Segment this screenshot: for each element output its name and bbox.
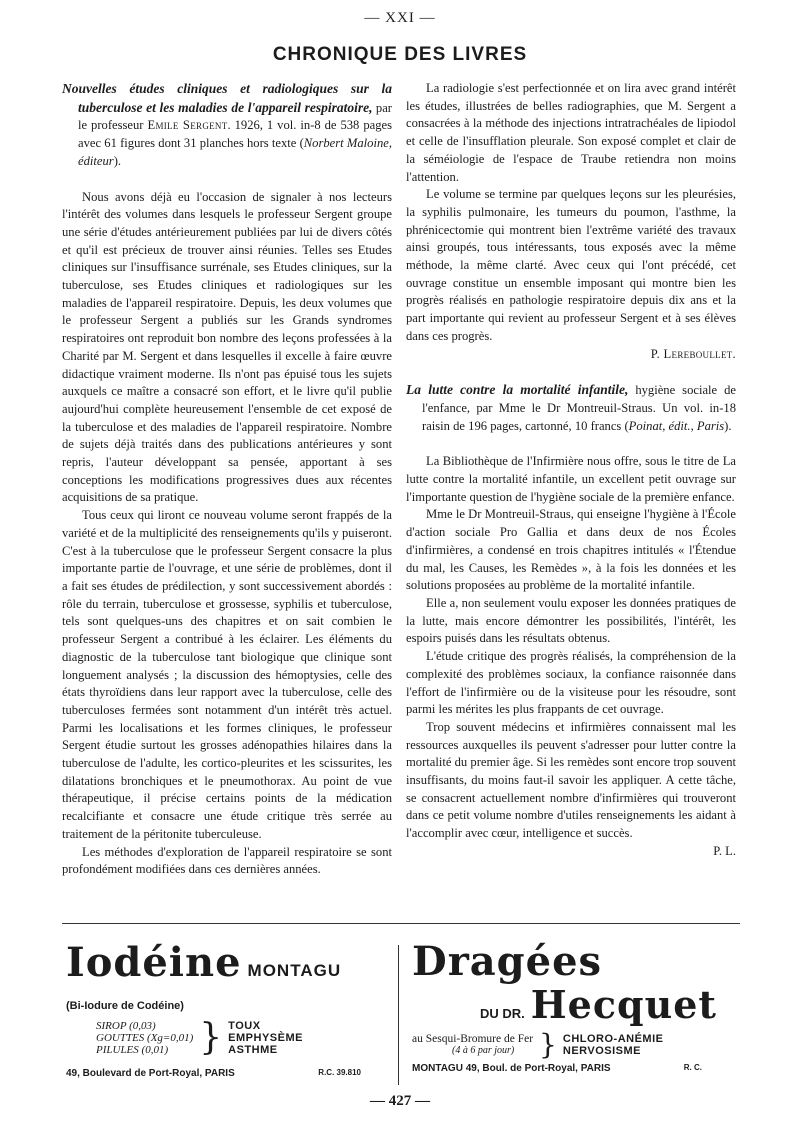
ad-brand: Iodéine MONTAGU xyxy=(66,939,342,986)
review-paragraph: Elle a, non seulement voulu exposer les données pratiques de la lutte, mais encore démontrer les possibilités, l'intérêt, les espoirs puisés dans les résultats obtenus. xyxy=(406,595,736,646)
ad-divider-rule xyxy=(62,923,740,924)
review-signature: P. L. xyxy=(713,843,736,858)
ad-brand-name: DU DR. Hecquet xyxy=(480,982,717,1027)
ad-address: MONTAGU 49, Boul. de Port-Royal, PARIS R. C. xyxy=(412,1063,702,1074)
advertisement-iodeine xyxy=(66,940,391,1079)
review-signature: P. Lereboullet. xyxy=(650,346,736,361)
ad-formula: au Sesqui-Bromure de Fer (4 à 6 par jour) } CHLORO-ANÉMIE NERVOSISME xyxy=(412,1028,664,1061)
right-column xyxy=(406,80,736,861)
advertisement-dragees xyxy=(412,940,742,1074)
ad-indications: TOUX EMPHYSÈME ASTHME xyxy=(228,1020,303,1056)
brace-glyph: } xyxy=(199,1017,223,1058)
ad-subtitle: (Bi-Iodure de Codéine) xyxy=(66,1000,184,1012)
review-paragraph: La radiologie s'est perfectionnée et on lira avec grand intérêt les études, illustrées de belles radiographies, que M. Sergent a consacrées à la méthode des injections intratrachéales de lipiodol et celle de l'insufflation pleurale. Son exposé complet et clair de la séméiologie de l'espace de Traube retiendra non moins l'attention. xyxy=(406,81,736,184)
book-publisher: Norbert Maloine, éditeur xyxy=(78,136,393,168)
review-paragraph: Trop souvent médecins et infirmières connaissent mal les ressources auxquelles ils peuvent s'adresser pour lutter contre la mortalité du premier âge. Si les remèdes sont encore trop souvent insuffisants, du moins faut-il savoir les appliquer. A cette tâche, se consacrent actuellement nombre d'infirmières qui trouveront dans ce petit volume nombre d'utiles renseignements les aidant à l'accomplir avec cœur, intelligence et succès. xyxy=(406,719,736,841)
ad-formula xyxy=(66,1017,391,1058)
ad-indications: CHLORO-ANÉMIE NERVOSISME xyxy=(562,1033,664,1057)
book-entry-2: La lutte contre la mortalité infantile, hygiène sociale de l'enfance, par Mme le Dr Montreuil-Straus. Un vol. in-18 raisin de 196 pages, cartonné, 10 francs (Poinat, édit., Paris). xyxy=(406,382,736,433)
ad-forms-list: SIROP (0,03) GOUTTES (Xg=0,01) PILULES (0,01) xyxy=(96,1020,194,1056)
review-paragraph: Le volume se termine par quelques leçons sur les pleurésies, la syphilis pulmonaire, les tumeurs du poumon, l'asthme, la phrénicectomie qui montrent bien l'extrême variété des travaux ainsi groupés, tous intéressants, tous exposés avec la même méthode, la même clarté. Avec ceux qui l'ont précédé, cet ouvrage constitue un ensemble imposant qui montre bien les progrès réalisés en pathologie respiratoire depuis dix ans et la part importante qui revient au professeur Sergent et à ses élèves dans ces progrès. xyxy=(406,187,736,343)
review-paragraph: L'étude critique des progrès réalisés, la compréhension de la complexité des problèmes sociaux, la confiance raisonnée dans l'effort de l'infirmière ou de la visiteuse pour les résoudre, sont parmi les mérites les plus frappants de cet ouvrage. xyxy=(406,649,736,717)
book-author: Emile Sergent xyxy=(147,118,228,133)
review-paragraph: Mme le Dr Montreuil-Straus, qui enseigne l'hygiène à l'École d'action sociale Pro Gallia et dans deux de nos Écoles d'infirmières, a condensé en trois chapitres intitulés « l'Étendue du mal, les Causes, les Remèdes », à la fois les données et les solutions proposées au problème de la mortalité infantile. xyxy=(406,507,736,593)
page-number: — 427 — xyxy=(370,1093,430,1109)
left-column xyxy=(62,80,392,879)
review-paragraph: La Bibliothèque de l'Infirmière nous offre, sous le titre de La lutte contre la mortalité infantile, un excellent petit ouvrage sur l'importante question de l'hygiène sociale de la première enfance. xyxy=(406,454,736,504)
ad-brand: Dragées xyxy=(412,938,603,985)
ad-address: 49, Boulevard de Port-Royal, PARIS R.C. 39.810 xyxy=(66,1068,361,1079)
book-entry-1: Nouvelles études cliniques et radiologiques sur la tuberculose et les maladies de l'appareil respiratoire, par le professeur Emile Sergent. 1926, 1 vol. in-8 de 538 pages avec 61 figures dont 31 planches hors texte (Norbert Maloine, éditeur). xyxy=(62,81,393,168)
book-title: Nouvelles études cliniques et radiologiques sur la tuberculose et les maladies de l'appareil respiratoire, xyxy=(62,81,392,115)
ad-vertical-rule xyxy=(398,945,399,1085)
review-paragraph: Tous ceux qui liront ce nouveau volume seront frappés de la variété et de la multiplicité des renseignements qu'ils y puiseront. C'est à la tuberculose que le professeur Sergent consacre la plus importante partie de l'ouvrage, et une série de problèmes, dont il a fait ses études de prédilection, y sont successivement abordés : rôle du terrain, tuberculose et grossesse, syphilis et tuberculose, tels sont quelques-uns des chapitres et on sait combien le professeur Sergent a contribué à les éclairer. Les éléments du diagnostic de la tuberculose tant biologique que clinique sont longuement analysés ; la discussion des hémoptysies, celle des états thyroïdiens dans leur rapport avec la tuberculose, celle des tuberculoses fermées sont notamment d'un intérêt très actuel. Parmi les localisations et les formes cliniques, le professeur Sergent étudie surtout les grosses adénopathies hilaires dans la tuberculose de l'adulte, les cortico-pleurites et les scissurites, les dilatations bronchiques et le pneumothorax. Au point de vue thérapeutique, il précise certains points de la médication recalcifiante et consacre une étude critique très serrée au traitement de la péritonite tuberculeuse. xyxy=(62,508,392,841)
review-paragraph: Les méthodes d'exploration de l'appareil respiratoire se sont profondément modifiées dans ces dernières années. xyxy=(62,844,392,877)
review-paragraph: Nous avons déjà eu l'occasion de signaler à nos lecteurs l'intérêt des volumes dans lesquels le professeur Sergent groupe une série d'études antérieurement publiées par lui de divers côtés et qu'il est précieux de trouver ainsi réunies. Telles ses Etudes cliniques sur l'insuffisance surrénale, ses Etudes cliniques, sur la tuberculose, ses Etudes cliniques et radiologiques sur les maladies de l'appareil respiratoire. Depuis, les deux volumes que le professeur Sergent a publiés sur les Grands syndromes respiratoires ont reproduit bon nombre des leçons professées à la Charité par M. Sergent et dans lesquelles il excelle à faire œuvre didactique vraiment moderne. Ils n'ont pas épuisé tous les sujets auxquels ce maître a consacré son effort, et le livre qu'il publie aujourd'hui complète heureusement l'ensemble de cet exposé de la tuberculose et des maladies de l'appareil respiratoire. Nombre de sujets déjà traités dans des publications antérieures y sont repris, l'auteur développant sa pensée, apportant à ses conceptions les modifications progressives dues aux récentes acquisitions de sa pratique. xyxy=(62,189,392,505)
brace-glyph: } xyxy=(539,1028,557,1061)
section-title: CHRONIQUE DES LIVRES xyxy=(272,44,528,65)
page-roman-numeral: — XXI — xyxy=(364,10,436,26)
book-title: La lutte contre la mortalité infantile, xyxy=(406,382,629,398)
book-publisher: Poinat, édit., Paris xyxy=(628,418,725,433)
